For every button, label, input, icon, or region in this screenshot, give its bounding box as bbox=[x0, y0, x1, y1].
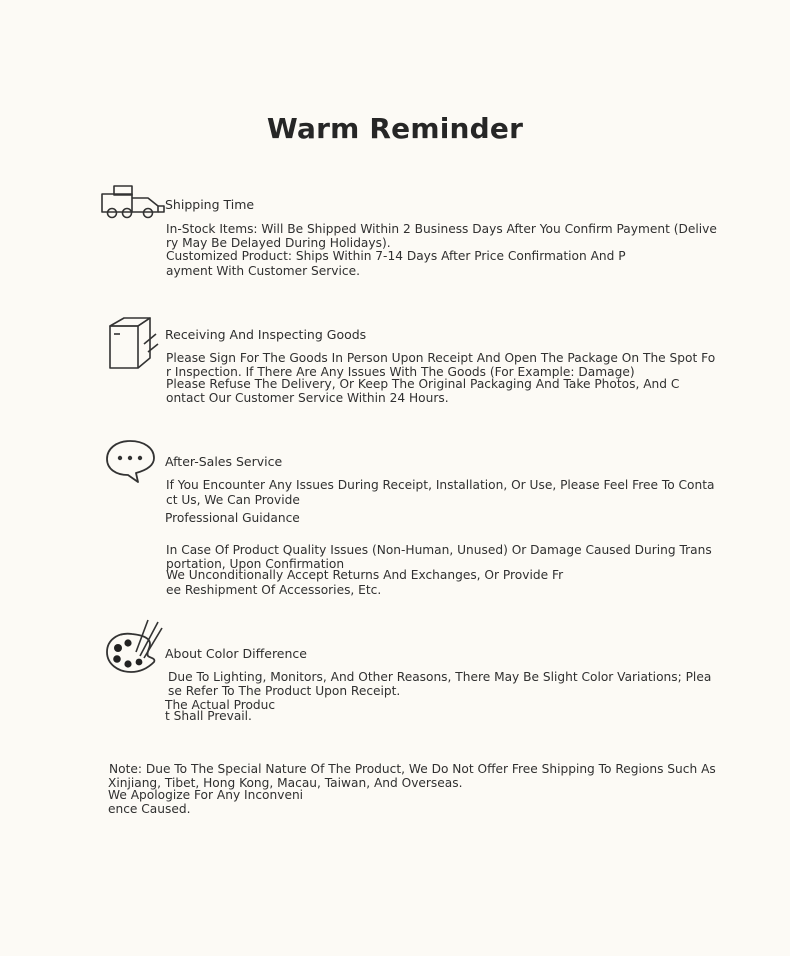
after-sales-line: ct Us, We Can Provide bbox=[166, 493, 300, 507]
shipping-line: In-Stock Items: Will Be Shipped Within 2 Business Days After You Confirm Payment (Delive bbox=[166, 222, 717, 236]
note-line: ence Caused. bbox=[108, 802, 191, 816]
after-sales-line: In Case Of Product Quality Issues (Non-Human, Unused) Or Damage Caused During Trans bbox=[166, 543, 712, 557]
after-sales-line: Professional Guidance bbox=[165, 511, 300, 525]
shipping-line: ry May Be Delayed During Holidays). bbox=[166, 236, 391, 250]
note-line: We Apologize For Any Inconveni bbox=[108, 788, 304, 802]
after-sales-line: If You Encounter Any Issues During Receipt, Installation, Or Use, Please Feel Free To Conta bbox=[166, 478, 715, 492]
palette-icon bbox=[104, 618, 166, 678]
receiving-line: r Inspection. If There Are Any Issues With The Goods (For Example: Damage) bbox=[166, 365, 635, 379]
section-heading-after-sales: After-Sales Service bbox=[165, 454, 283, 469]
after-sales-line: ee Reshipment Of Accessories, Etc. bbox=[166, 583, 382, 597]
color-line: t Shall Prevail. bbox=[165, 709, 252, 723]
receiving-line: Please Refuse The Delivery, Or Keep The Original Packaging And Take Photos, And C bbox=[166, 377, 680, 391]
page-title: Warm Reminder bbox=[266, 112, 524, 145]
section-heading-color: About Color Difference bbox=[165, 646, 307, 661]
section-heading-shipping: Shipping Time bbox=[165, 197, 255, 212]
after-sales-line: We Unconditionally Accept Returns And Exchanges, Or Provide Fr bbox=[166, 568, 564, 582]
package-box-icon bbox=[104, 314, 166, 374]
shipping-line: Customized Product: Ships Within 7-14 Days After Price Confirmation And P bbox=[166, 249, 626, 263]
shipping-line: ayment With Customer Service. bbox=[166, 264, 360, 278]
receiving-line: Please Sign For The Goods In Person Upon Receipt And Open The Package On The Spot Fo bbox=[166, 351, 716, 365]
color-line: Due To Lighting, Monitors, And Other Reasons, There May Be Slight Color Variations; Plea bbox=[168, 670, 712, 684]
color-line: se Refer To The Product Upon Receipt. bbox=[168, 684, 401, 698]
color-line: The Actual Produc bbox=[165, 698, 276, 712]
receiving-line: ontact Our Customer Service Within 24 Hours. bbox=[166, 391, 449, 405]
note-line: Xinjiang, Tibet, Hong Kong, Macau, Taiwan, And Overseas. bbox=[108, 776, 463, 790]
truck-icon bbox=[100, 184, 170, 222]
chat-bubble-icon bbox=[104, 438, 158, 484]
after-sales-line: portation, Upon Confirmation bbox=[166, 557, 345, 571]
section-heading-receiving: Receiving And Inspecting Goods bbox=[165, 327, 367, 342]
note-line: Note: Due To The Special Nature Of The Product, We Do Not Offer Free Shipping To Regions Such As bbox=[109, 762, 716, 776]
